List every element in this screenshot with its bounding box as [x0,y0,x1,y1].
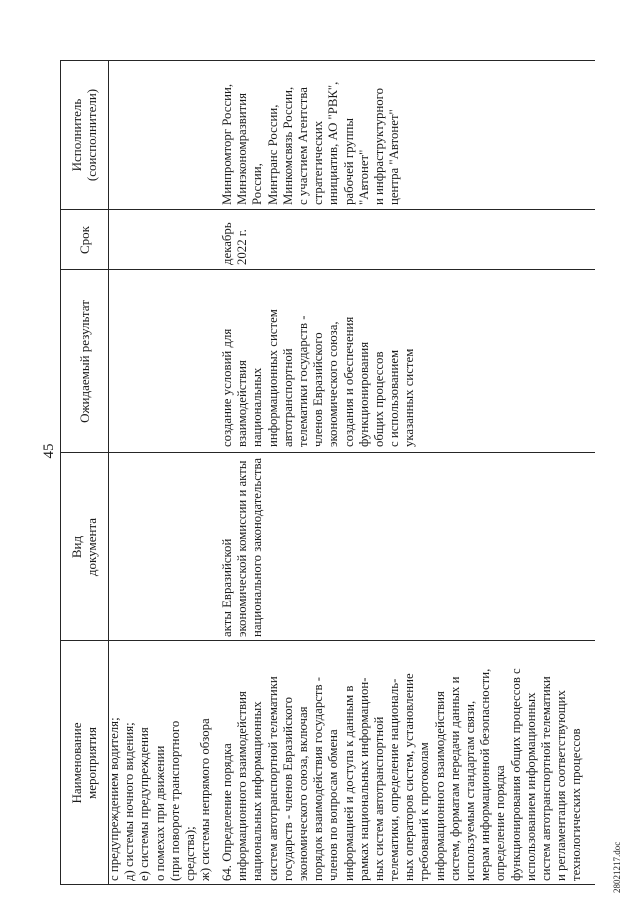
row-name-line: ных операторов систем, установление [402,673,417,881]
row-executors-line: России, [250,163,265,205]
row-result-line: национальных [250,367,265,447]
row-executors-line: центра "Автонет" [387,109,402,205]
row-result-line: указанных систем [402,348,417,447]
column-divider [60,452,595,453]
header-executors [60,60,108,210]
row-64-name-cell [220,643,585,881]
header-executors-line: (соисполнители) [84,88,99,182]
row-result-line: экономического союза, [326,321,341,447]
table-left-border [60,884,595,885]
row-name-line: ных систем автотранспортной [371,716,386,881]
row-executors-line: рабочей группы [341,118,356,205]
row-64-document-cell [220,455,266,637]
continuation-name-line: с предупреждением водителя; [107,717,121,881]
row-name-line: систем, форматам передачи данных и [447,676,462,881]
continuation-name-line: е) системы предупреждения [137,727,152,881]
continuation-name-line: д) системы ночного видения; [122,722,137,881]
row-name-line: систем автотранспортной телематики [538,676,553,881]
row-executors-line: Минкомсвязь России, [280,86,295,205]
row-name-line: систем автотранспортной телематики [265,676,280,881]
header-expected-result [60,270,108,453]
row-result-line: взаимодействия [235,360,250,447]
column-divider [60,209,595,210]
continuation-name-line: ж) системы непрямого обзора [198,718,213,881]
row-document-line: акты Евразийской [220,538,234,637]
row-name-line: и регламентация соответствующих [554,690,569,881]
row-result-line: общих процессов [371,351,386,447]
row-name-line: требований к протоколам [417,742,432,881]
row-name-line: национальных информационных [250,701,265,881]
row-name-line: мерам информационной безопасности, [478,668,493,881]
page-number: 45 [41,443,57,459]
continuation-name-line: средства); [182,826,197,881]
header-name-line: Наименование [69,722,84,804]
header-deadline [60,210,108,270]
row-executors-line: с участием Агентства [295,87,310,205]
row-name-line: используемым стандартам связи, [463,700,477,881]
row-result-line: функционирования [356,341,371,447]
row-64-deadline-cell [220,211,250,265]
row-name-line: определение порядка [493,765,508,881]
row-executors-line: "Автонет" [356,149,371,205]
row-name-line: 64. Определение порядка [220,743,234,881]
header-document-type [60,453,108,641]
row-result-line: телематики государств - [295,315,310,447]
header-executors-line: Исполнитель [69,98,84,172]
row-64-executors-cell [220,61,402,205]
row-document-line: национального законодательства [250,457,265,637]
row-document-line: экономической комиссии и акты [235,460,250,637]
row-name-line: членов по вопросам обмена [326,729,341,881]
row-name-line: информацией и доступа к данным в [341,685,356,881]
continuation-name-cell [107,643,213,881]
continuation-name-line: о помехах при движении [152,745,167,881]
row-name-line: информационного взаимодействия [235,691,250,881]
header-deadline-line: Срок [76,226,92,254]
row-result-line: с использованием [387,349,402,447]
row-name-line: информационного взаимодействия [432,691,447,881]
row-name-line: технологических процессов [569,728,584,881]
row-result-line: создания и обеспечения [341,316,356,447]
row-name-line: экономического союза, включая [295,706,310,881]
header-document-type-line: документа [84,517,99,577]
header-expected-result-line: Ожидаемый результат [76,300,92,423]
row-name-line: использованием информационных [523,692,538,881]
row-executors-line: и инфраструктурного [371,87,386,205]
row-name-line: функционирования общих процессов с [508,668,523,881]
row-executors-line: Минтранс России, [265,104,280,205]
row-result-line: информационных систем [265,309,280,447]
column-divider [60,640,595,641]
row-executors-line: инициатив, АО "РВК", [326,81,341,205]
row-name-line: государств - членов Евразийского [280,697,295,881]
row-deadline-line: 2022 г. [235,229,250,265]
row-result-line: членов Евразийского [311,332,326,447]
row-result-line: автотранспортной [280,348,295,447]
header-name [60,641,108,885]
row-executors-line: Минэкономразвития [235,93,250,205]
header-name-line: мероприятия [84,727,99,800]
row-64-result-cell [220,272,417,447]
row-executors-line: стратегических [311,120,326,205]
row-executors-line: Минпромторг России, [220,83,234,205]
row-result-line: создание условий для [220,328,234,447]
column-divider [60,269,595,270]
continuation-name-line: (при повороте транспортного [167,720,182,881]
row-name-line: телематики, определение националь- [387,678,402,881]
file-name-footer: 28021217.doc [612,841,622,893]
header-document-type-line: Вид [69,535,84,559]
row-name-line: порядок взаимодействия государств - [311,676,326,881]
row-name-line: рамках национальных информацион- [356,677,371,881]
row-deadline-line: декабрь [220,222,234,265]
